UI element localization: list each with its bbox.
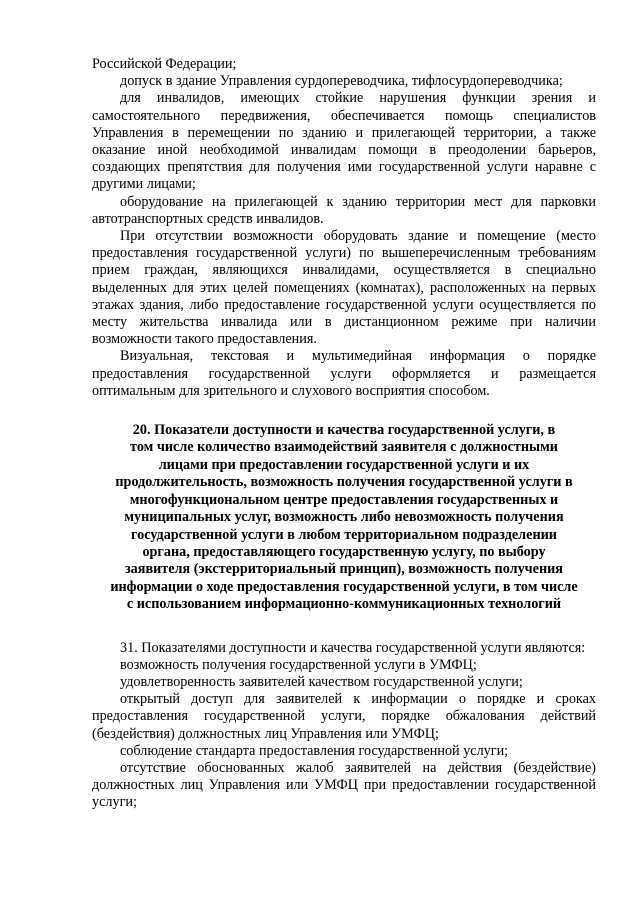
section-after bbox=[92, 640, 596, 812]
heading-line: 20. Показатели доступности и качества государственной услуги, в bbox=[132, 422, 556, 439]
heading-line: муниципальных услуг, возможность либо невозможность получения bbox=[124, 509, 564, 526]
paragraph: допуск в здание Управления сурдопереводчика, тифлосурдопереводчика; bbox=[120, 73, 563, 90]
heading-line: государственной услуги в любом территориальном подразделении bbox=[131, 526, 557, 543]
paragraph: оборудование на прилегающей к зданию территории мест для парковки автотранспортных средств инвалидов. bbox=[92, 193, 596, 227]
paragraph: соблюдение стандарта предоставления государственной услуги; bbox=[120, 742, 509, 759]
paragraph: При отсутствии возможности оборудовать здание и помещение (место предоставления государственной услуги) по вышеперечисленным требованиям прием граждан, являющихся инвалидами, осуществляется в специально выделенных для этих целей помещениях (комнатах), расположенных на первых этажах здания, либо предоставление государственной услуги осуществляется по месту жительства инвалида или в дистанционном режиме при наличии возможности такого предоставления. bbox=[92, 228, 596, 348]
heading-line: лицами при предоставлении государственной услуги и их bbox=[158, 456, 530, 473]
paragraph: Визуальная, текстовая и мультимедийная информация о порядке предоставления государственной услуги оформляется и размещается оптимальным для зрительного и слухового восприятия способом. bbox=[92, 348, 596, 399]
heading-line: с использованием информационно-коммуникационных технологий bbox=[126, 596, 562, 613]
section-before bbox=[92, 56, 596, 400]
paragraph: открытый доступ для заявителей к информации о порядке и сроках предоставления государственной услуги, порядке обжалования действий (бездействия) должностных лиц Управления или УМФЦ; bbox=[92, 691, 596, 742]
heading-line: информации о ходе предоставления государственной услуги, в том числе bbox=[110, 578, 578, 595]
paragraph: 31. Показателями доступности и качества государственной услуги являются: bbox=[120, 639, 586, 656]
heading-line: том числе количество взаимодействий заявителя с должностными bbox=[130, 439, 558, 456]
paragraph: возможность получения государственной услуги в УМФЦ; bbox=[120, 656, 477, 673]
paragraph: отсутствие обоснованных жалоб заявителей на действия (бездействие) должностных лиц Управления или УМФЦ при предоставлении государственной услуги; bbox=[92, 759, 596, 811]
section-heading bbox=[92, 422, 596, 613]
heading-line: продолжительность, возможность получения государственной услуги в bbox=[115, 474, 573, 491]
heading-line: заявителя (экстерриториальный принцип), возможность получения bbox=[124, 561, 563, 578]
heading-line: органа, предоставляющего государственную услугу, по выбору bbox=[142, 543, 546, 560]
heading-line: многофункциональном центре предоставления государственных и bbox=[129, 491, 559, 508]
paragraph: Российской Федерации; bbox=[92, 56, 237, 72]
paragraph: для инвалидов, имеющих стойкие нарушения функции зрения и самостоятельного передвижения, обеспечивается помощь специалистов Управления в перемещении по зданию и прилегающей территории, а также оказание иной необходимой инвалидам помощи в преодолении барьеров, создающих препятствия для получения ими государственной услуги наравне с другими лицами; bbox=[92, 90, 596, 193]
paragraph: удовлетворенность заявителей качеством государственной услуги; bbox=[120, 673, 523, 690]
